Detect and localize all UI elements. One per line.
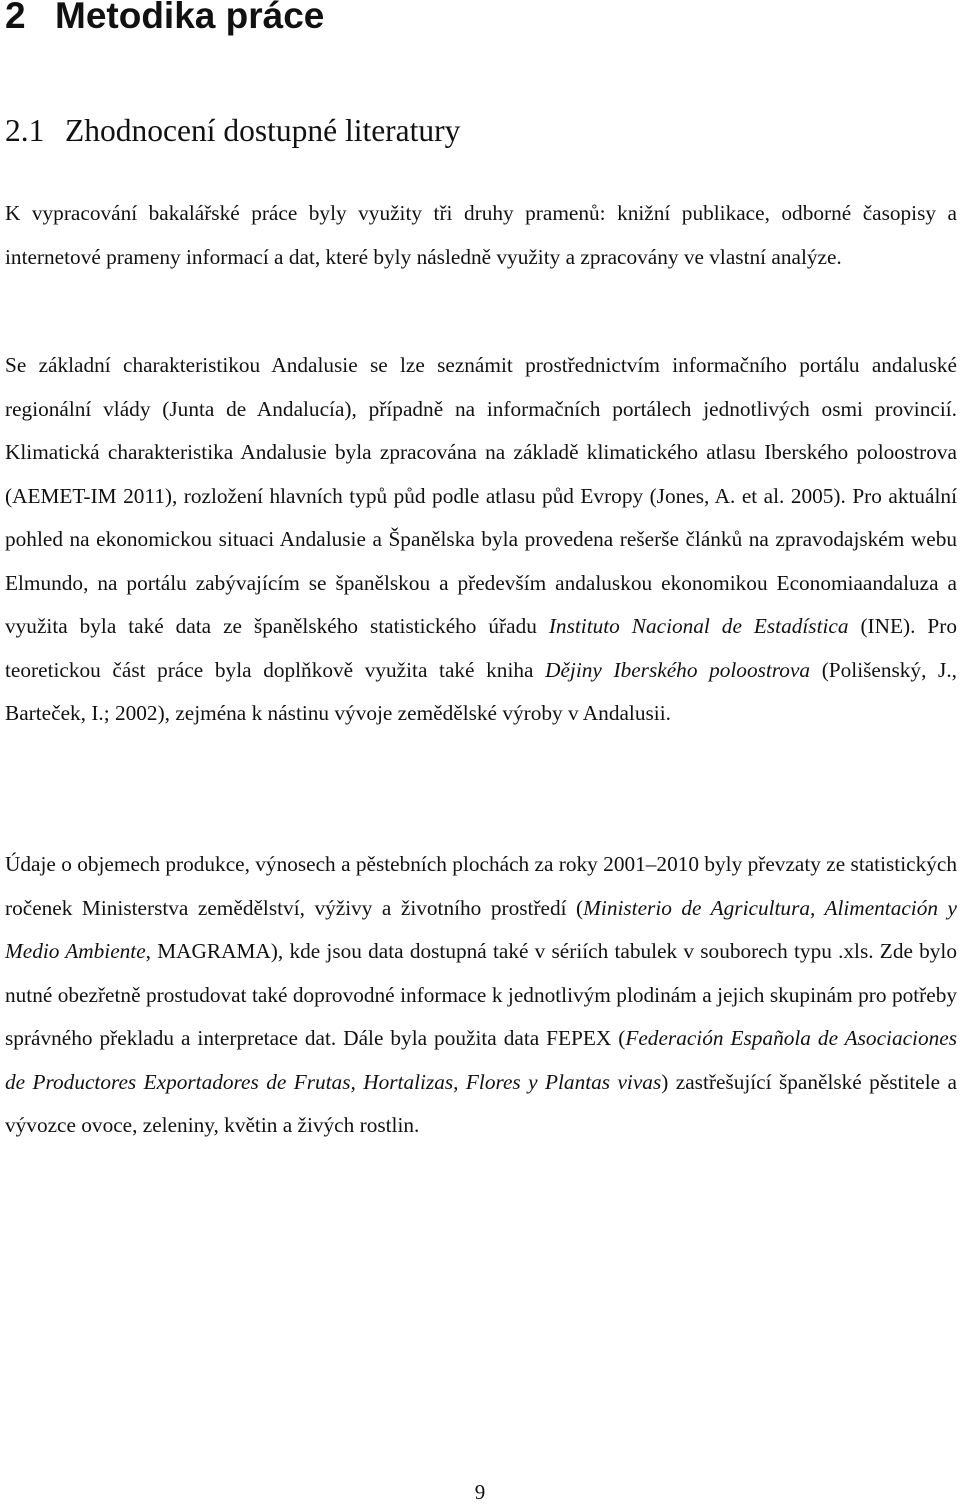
paragraph-sources: K vypracování bakalářské práce byly využity tři druhy pramenů: knižní publikace, odborné časopisy a internetové prameny informací a dat, které byly následně využity a zpracovány ve vlastní analýze. [5,201,957,269]
text-run: ) zastřešující španělské pěstitele a vývozce ovoce, zeleniny, květin a živých rostlin. [5,1069,957,1137]
text-run: Se základní charakteristikou Andalusie se lze seznámit prostřednictvím informačního portálu andaluské regionální vlády (Junta de Andalucía), případně na informačních portálech jednotlivých osmi provincií. Klimatická charakteristika Andalusie byla zpracována na základě klimatického atlasu Iberského poloostrova (AEMET-IM 2011), rozložení hlavních typů půd podle atlasu půd Evropy (Jones, A. et al. 2005). Pro aktuální pohled na ekonomickou situaci Andalusie a Španělska byla provedena rešerše článků na zpravodajském webu Elmundo, na portálu zabývajícím se španělskou a především andaluskou ekonomikou Economiaandaluza a využita byla také data ze španělského statistického úřadu [5,353,957,638]
paragraph-literature [5,344,957,736]
italic-fepex-name: Federación Española de Asociaciones de Productores Exportadores de Frutas, Hortalizas, Flores y Plantas vivas [5,1026,957,1094]
chapter-heading [5,0,324,38]
chapter-number: 2 [5,0,26,36]
section-heading [5,111,460,151]
section-number: 2.1 [5,113,45,148]
page-number: 9 [474,1480,486,1504]
chapter-title: Metodika práce [55,0,325,36]
section-title: Zhodnocení dostupné literatury [65,113,461,148]
italic-title-ine: Instituto Nacional de Estadística [548,614,849,638]
text-run: Údaje o objemech produkce, výnosech a pěstebních plochách za roky 2001–2010 byly převzaty ze statistických ročenek Ministerstva zemědělství, výživy a životního prostředí ( [5,852,957,920]
text-run: , MAGRAMA), kde jsou data dostupná také v sériích tabulek v souborech typu .xls. Zde bylo nutné obezřetně prostudovat také doprovodné informace k jednotlivým plodinám a jejich skupinám pro potřeby správného překladu a interpretace dat. Dále byla použita data FEPEX ( [5,939,957,1050]
paragraph-data-sources [5,843,957,1148]
text-run: (INE). Pro teoretickou část práce byla doplňkově využita také kniha [5,614,957,682]
italic-title-book: Dějiny Iberského poloostrova [545,657,811,682]
italic-ministry-name: Ministerio de Agricultura, Alimentación y Medio Ambiente [5,895,957,963]
text-run: (Polišenský, J., Barteček, I.; 2002), zejména k nástinu vývoje zemědělské výroby v Andalusii. [5,657,957,725]
